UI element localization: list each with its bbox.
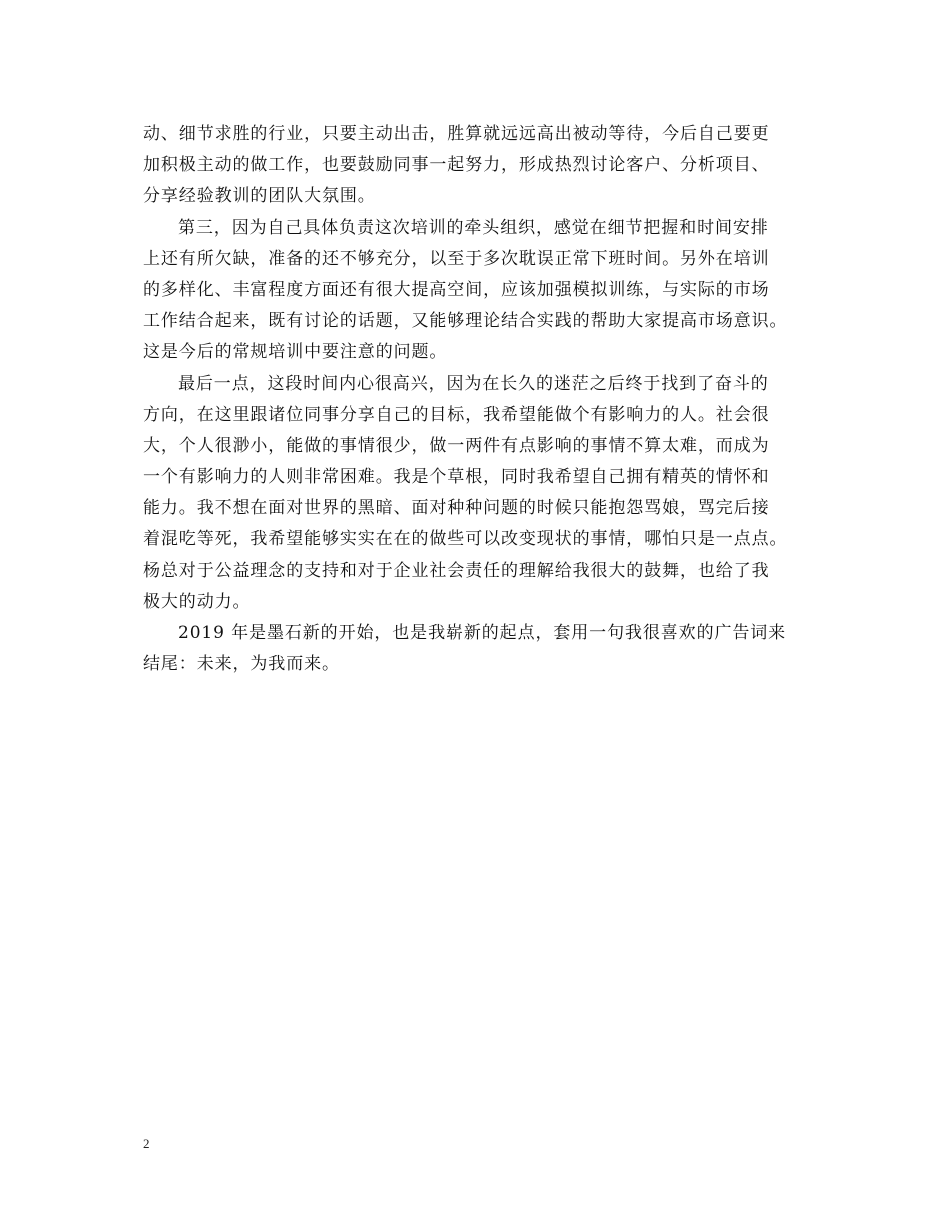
text-line: 动、细节求胜的行业，只要主动出击，胜算就远远高出被动等待，今后自己要更 (143, 124, 770, 144)
paragraph-start-line: 最后一点，这段时间内心很高兴，因为在长久的迷茫之后终于找到了奋斗的 (178, 373, 769, 394)
text-line: 大，个人很渺小，能做的事情很少，做一两件有点影响的事情不算太难，而成为 (143, 435, 770, 456)
text-line: 结尾：未来，为我而来。 (143, 654, 340, 675)
text-line: 方向，在这里跟诸位同事分享自己的目标，我希望能做个有影响力的人。社会很 (143, 404, 770, 425)
text-line: 一个有影响力的人则非常困难。我是个草根，同时我希望自己拥有精英的情怀和 (143, 467, 770, 488)
text-line: 分享经验教训的团队大氛围。 (143, 186, 376, 207)
text-line: 的多样化、丰富程度方面还有很大提高空间，应该加强模拟训练，与实际的市场 (143, 279, 770, 300)
text-line: 加积极主动的做工作，也要鼓励同事一起努力，形成热烈讨论客户、分析项目、 (143, 155, 770, 176)
paragraph-start-line: 第三，因为自己具体负责这次培训的牵头组织，感觉在细节把握和时间安排 (178, 217, 769, 238)
text-line: 这是今后的常规培训中要注意的问题。 (143, 342, 448, 363)
text-line: 极大的动力。 (143, 591, 251, 612)
text-line: 能力。我不想在面对世界的黑暗、面对种种问题的时候只能抱怨骂娘，骂完后接 (143, 498, 770, 519)
page-number: 2 (143, 1136, 150, 1151)
text-line: 工作结合起来，既有讨论的话题，又能够理论结合实践的帮助大家提高市场意识。 (143, 311, 788, 332)
paragraph-start-line: 2019 年是墨石新的开始，也是我崭新的起点，套用一句我很喜欢的广告词来 (178, 623, 787, 643)
body-text (143, 119, 815, 680)
text-line: 杨总对于公益理念的支持和对于企业社会责任的理解给我很大的鼓舞，也给了我 (143, 560, 770, 581)
text-line: 上还有所欠缺，准备的还不够充分，以至于多次耽误正常下班时间。另外在培训 (143, 248, 770, 269)
text-line: 着混吃等死，我希望能够实实在在的做些可以改变现状的事情，哪怕只是一点点。 (143, 529, 788, 550)
